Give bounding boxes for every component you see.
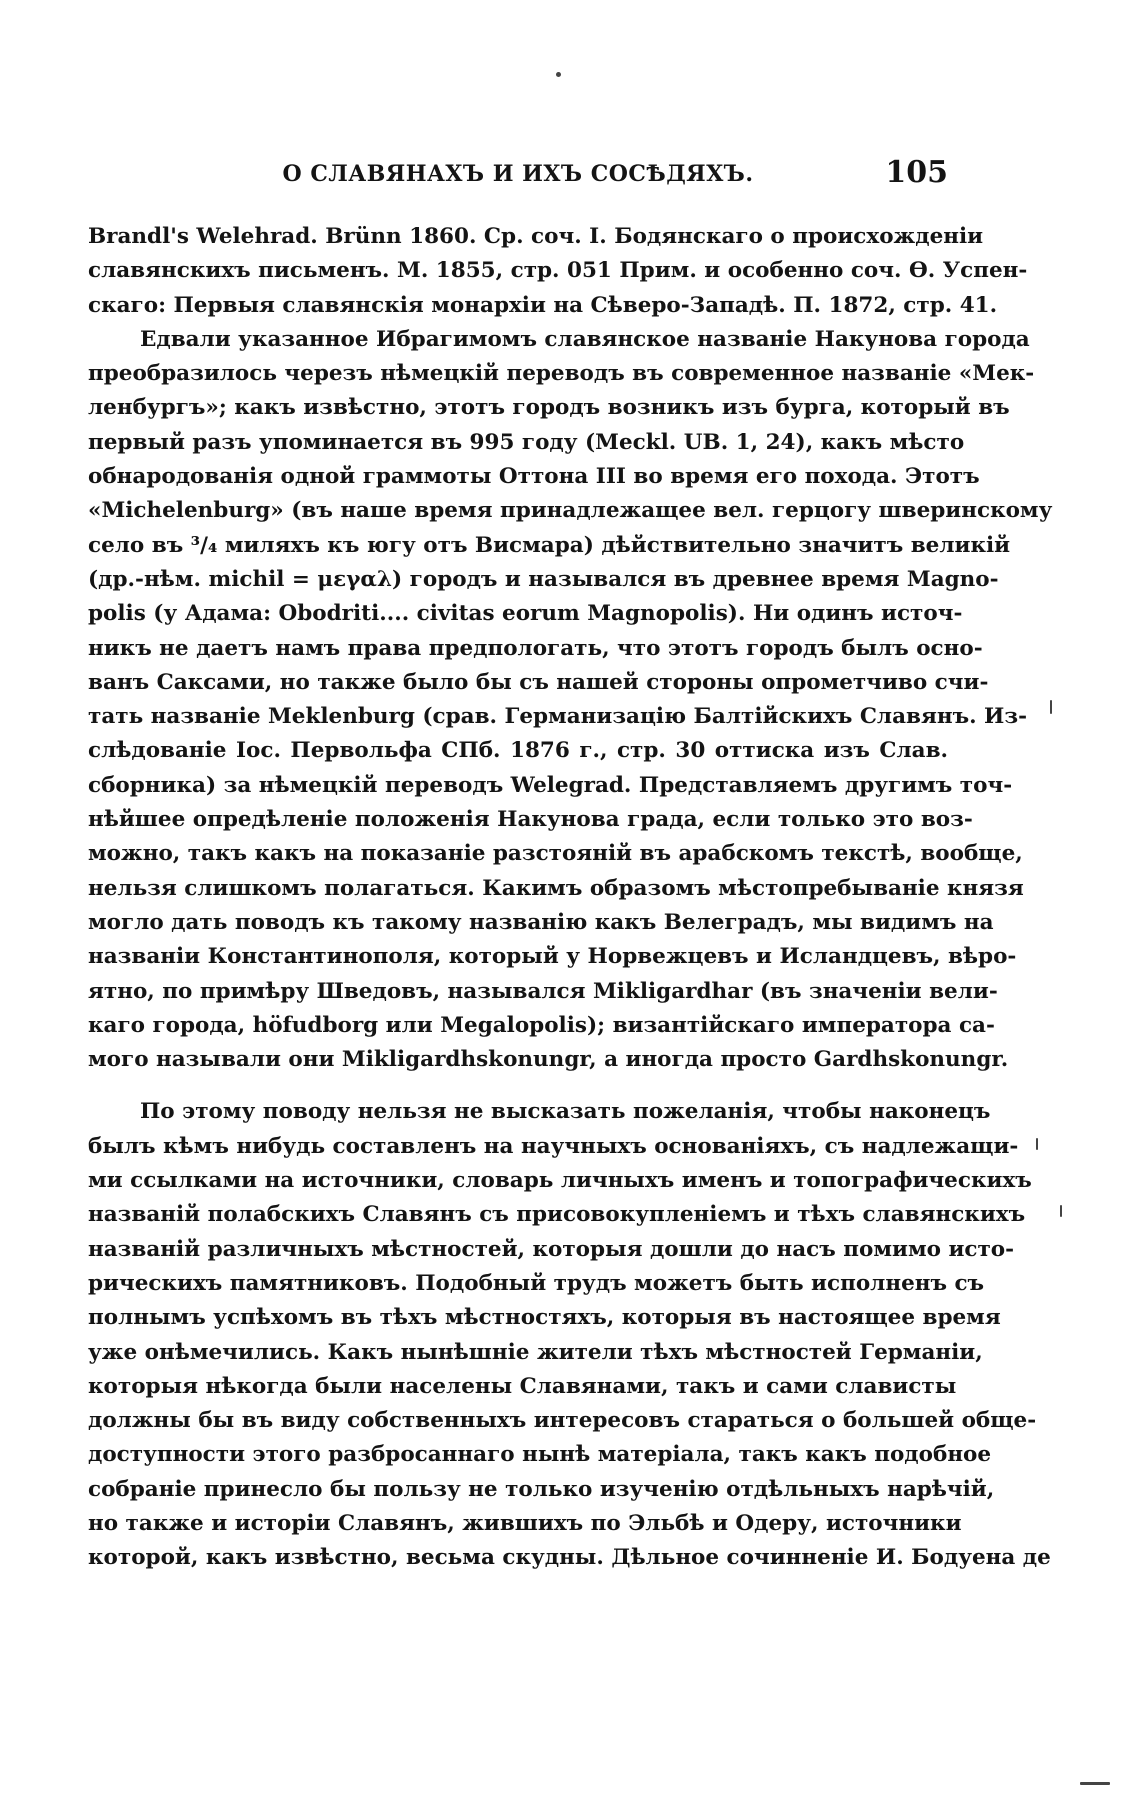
text-line: преобразилось черезъ нѣмецкій переводъ въ современное названіе «Мек-	[88, 361, 1035, 387]
text-line: уже онѣмечились. Какъ нынѣшніе жители тѣхъ мѣстностей Германіи,	[88, 1339, 983, 1365]
text-line: село въ ³/₄ миляхъ къ югу отъ Висмара) дѣйствительно значитъ великій	[88, 532, 1011, 558]
text-line: сборника) за нѣмецкій переводъ Welegrad. Представляемъ другимъ точ-	[88, 772, 1013, 798]
paragraph-gap	[88, 1077, 948, 1095]
text-line: которой, какъ извѣстно, весьма скудны. Дѣльное сочинненіе И. Бодуена де	[88, 1545, 1051, 1571]
text-line: слѣдованіе Іос. Первольфа СПб. 1876 г., стр. 30 оттиска изъ Слав.	[88, 738, 948, 764]
text-line: (др.-нѣм. michil = μεγαλ) городъ и назывался въ древнее время Magno-	[88, 566, 999, 592]
text-line: нѣйшее опредѣленіе положенія Накунова града, если только это воз-	[88, 807, 973, 833]
text-line: названіи Константинополя, который у Норвежцевъ и Исландцевъ, вѣро-	[88, 944, 1017, 970]
text-line: каго города, höfudborg или Megalopolis); византійскаго императора са-	[88, 1012, 995, 1038]
text-line: названій полабскихъ Славянъ съ присовокупленіемъ и тѣхъ славянскихъ	[88, 1202, 1026, 1228]
text-line: ми ссылками на источники, словарь личныхъ именъ и топографическихъ	[88, 1168, 1032, 1194]
text-line: должны бы въ виду собственныхъ интересовъ стараться о большей обще-	[88, 1408, 1037, 1434]
text-line: былъ кѣмъ нибудь составленъ на научныхъ основаніяхъ, съ надлежащи-	[88, 1133, 1019, 1159]
text-line: ятно, по примѣру Шведовъ, назывался Mikligardhar (въ значеніи вели-	[88, 978, 998, 1004]
paragraph-1	[88, 220, 1028, 323]
scan-speck	[1050, 700, 1052, 714]
page-body	[88, 220, 1053, 1576]
text-line: скаго: Первыя славянскія монархіи на Сѣверо-Западѣ. П. 1872, стр. 41.	[88, 292, 998, 318]
paragraph-2	[88, 323, 1053, 1078]
text-line: но также и исторіи Славянъ, жившихъ по Эльбѣ и Одеру, источники	[88, 1510, 962, 1536]
text-line: можно, такъ какъ на показаніе разстояній въ арабскомъ текстѣ, вообще,	[88, 841, 1023, 867]
paragraph-3	[88, 1095, 1051, 1575]
text-line: собраніе принесло бы пользу не только изученію отдѣльныхъ нарѣчій,	[88, 1476, 995, 1502]
text-line: нельзя слишкомъ полагаться. Какимъ образомъ мѣстопребываніе князя	[88, 875, 1024, 901]
scan-speck	[1036, 1138, 1038, 1150]
text-line: первый разъ упоминается въ 995 году (Meckl. UB. 1, 24), какъ мѣсто	[88, 429, 965, 455]
text-line: могло дать поводъ къ такому названію какъ Велеградъ, мы видимъ на	[88, 909, 994, 935]
text-line: мого называли они Mikligardhskonungr, а иногда просто Gardhskonungr.	[88, 1047, 1009, 1073]
text-line: рическихъ памятниковъ. Подобный трудъ можетъ быть исполненъ съ	[88, 1270, 985, 1296]
text-line: обнародованія одной граммоты Оттона III во время его похода. Этотъ	[88, 464, 980, 490]
running-title: О СЛАВЯНАХЪ И ИХЪ СОСѢДЯХЪ.	[282, 161, 754, 187]
text-line: Едвали указанное Ибрагимомъ славянское названіе Накунова города	[140, 326, 1030, 352]
scan-speck	[1060, 1205, 1062, 1217]
scan-speck	[1080, 1782, 1110, 1785]
text-line: ленбургъ»; какъ извѣстно, этотъ городъ возникъ изъ бурга, который въ	[88, 395, 1010, 421]
page-number: 105	[885, 155, 948, 190]
text-line: которыя нѣкогда были населены Славянами, такъ и сами слависты	[88, 1373, 957, 1399]
text-line: ванъ Саксами, но также было бы съ нашей стороны опрометчиво счи-	[88, 669, 989, 695]
text-line: тать названіе Meklenburg (срав. Германизацію Балтійскихъ Славянъ. Из-	[88, 704, 1027, 730]
scan-speck	[556, 72, 561, 77]
text-line: Brandl's Welehrad. Brünn 1860. Ср. соч. І. Бодянскаго о происхожденіи	[88, 224, 984, 249]
text-line: никъ не даетъ намъ права предпологать, что этотъ городъ былъ осно-	[88, 635, 983, 661]
text-line: По этому поводу нельзя не высказать пожеланія, чтобы наконецъ	[140, 1099, 991, 1125]
text-line: доступности этого разбросаннаго нынѣ матеріала, такъ какъ подобное	[88, 1442, 992, 1468]
text-line: славянскихъ письменъ. М. 1855, стр. 051 Прим. и особенно соч. Ѳ. Успен-	[88, 258, 1028, 284]
text-line: полнымъ успѣхомъ въ тѣхъ мѣстностяхъ, которыя въ настоящее время	[88, 1305, 1001, 1331]
text-line: «Michelenburg» (въ наше время принадлежащее вел. герцогу шверинскому	[88, 498, 1053, 524]
page-header	[88, 155, 948, 195]
text-line: polis (у Адама: Obodriti.... civitas eorum Magnopolis). Ни одинъ источ-	[88, 601, 963, 627]
text-line: названій различныхъ мѣстностей, которыя дошли до насъ помимо истo-	[88, 1236, 1015, 1262]
